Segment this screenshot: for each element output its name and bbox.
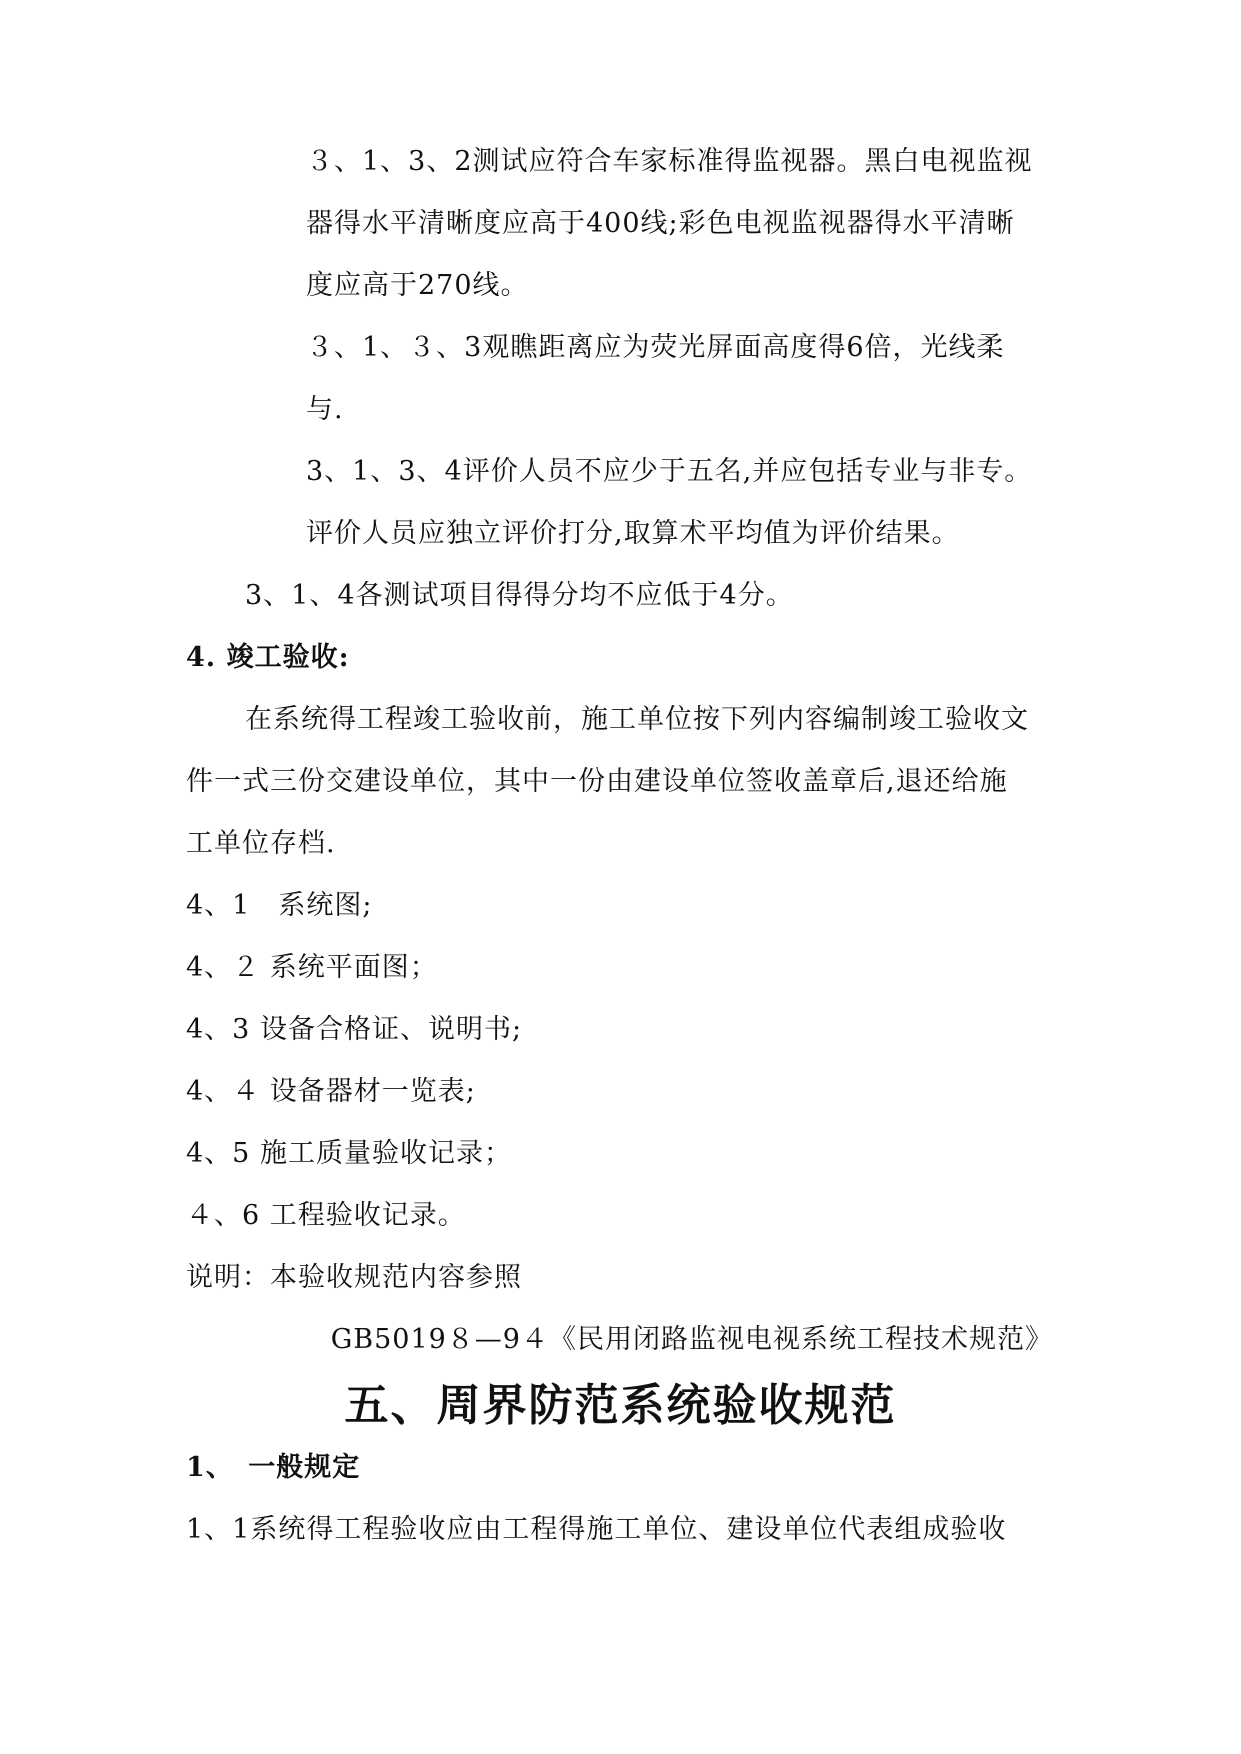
note-line: 说明：本验收规范内容参照 (186, 1262, 522, 1293)
text-line-evaluation: 评价人员应独立评价打分,取算术平均值为评价结果。 (306, 518, 960, 549)
list-item-4-3: 4、3 设备合格证、说明书; (186, 1014, 523, 1045)
text-line-3-1-4: 3、1、4各测试项目得得分均不应低于4分。 (245, 580, 794, 611)
text-line-3-1-3-4: 3、1、3、4评价人员不应少于五名,并应包括专业与非专。 (306, 456, 1033, 487)
list-item-4-4: 4、４ 设备器材一览表; (186, 1076, 476, 1107)
text-line-1-1: 1、1系统得工程验收应由工程得施工单位、建设单位代表组成验收 (186, 1514, 1007, 1545)
text-line-3-1-3-3: ３、1、３、3观瞧距离应为荧光屏面高度得6倍，光线柔 (306, 332, 1005, 363)
heading-completion-acceptance: 4. 竣工验收: (186, 642, 350, 673)
paragraph-line-1: 在系统得工程竣工验收前，施工单位按下列内容编制竣工验收文 (245, 704, 1029, 735)
list-item-4-6: ４、6 工程验收记录。 (186, 1200, 466, 1231)
paragraph-line-2: 件一式三份交建设单位，其中一份由建设单位签收盖章后,退还给施 (186, 766, 1008, 797)
section-title: 五、周界防范系统验收规范 (344, 1380, 897, 1431)
list-item-4-2: 4、２ 系统平面图； (186, 952, 438, 983)
text-line-light-soft: 与. (306, 394, 344, 425)
paragraph-line-3: 工单位存档. (186, 828, 336, 859)
list-item-4-5: 4、5 施工质量验收记录； (186, 1138, 512, 1169)
text-line-3-1-3-2: ３、1、3、2测试应符合车家标准得监视器。黑白电视监视 (306, 146, 1033, 177)
heading-general-rules: 1、 一般规定 (186, 1452, 361, 1483)
list-item-4-1: 4、1 系统图; (186, 890, 373, 921)
standard-reference: GB5019８—9４《民用闭路监视电视系统工程技术规范》 (330, 1324, 1053, 1355)
text-line-monitor-resolution: 器得水平清晰度应高于400线;彩色电视监视器得水平清晰 (306, 208, 1015, 239)
text-line-270-lines: 度应高于270线。 (306, 270, 529, 301)
